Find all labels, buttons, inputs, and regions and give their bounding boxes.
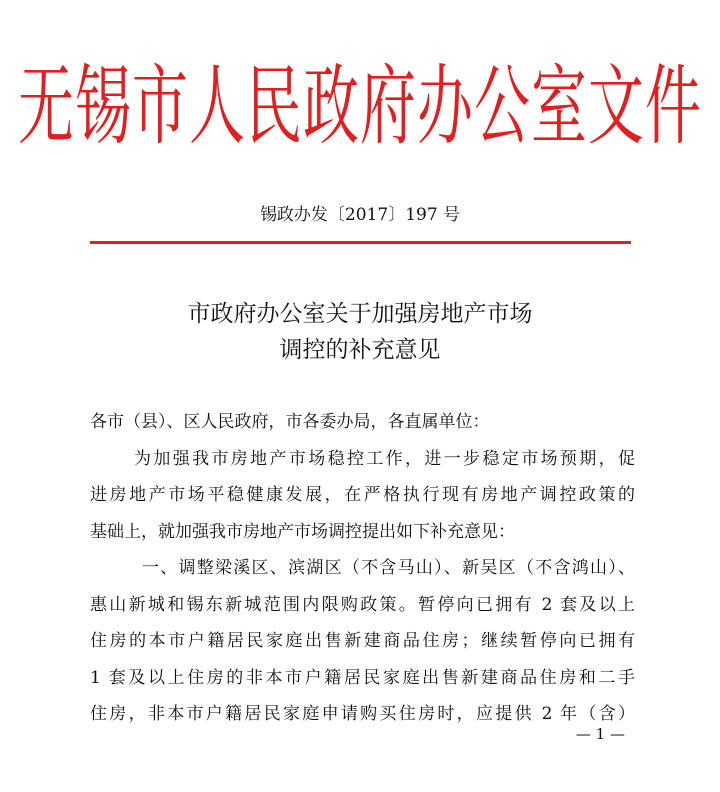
salutation-line: 各市（县）、区人民政府，市各委办局，各直属单位： (90, 412, 490, 432)
subject-line-2: 调控的补充意见 (279, 337, 441, 363)
body-line: 惠山新城和锡东新城范围内限购政策。暂停向已拥有 2 套及以上 (90, 594, 635, 615)
issuing-authority-title: 无锡市人民政府办公室文件 (18, 56, 702, 158)
body-line: 基础上，就加强我市房地产市场调控提出如下补充意见： (90, 521, 515, 542)
body-line: 住房的本市户籍居民家庭出售新建商品住房；继续暂停向已拥有 (90, 631, 635, 651)
body-line: 住房，非本市户籍居民家庭申请购买住房时，应提供 2 年（含） (90, 704, 635, 724)
body-line: 进房地产市场平稳健康发展，在严格执行现有房地产调控政策的 (90, 485, 635, 505)
page-number: — 1 — (575, 725, 625, 743)
red-separator-line (90, 241, 631, 244)
subject-line-1: 市政府办公室关于加强房地产市场 (187, 301, 533, 327)
body-line: 一、调整梁溪区、滨湖区（不含马山）、新吴区（不含鸿山）、 (142, 558, 635, 578)
document-body (90, 404, 635, 733)
document-subject (0, 296, 720, 368)
body-line: 1 套及以上住房的非本市户籍居民家庭出售新建商品住房和二手 (90, 667, 635, 688)
body-line: 为加强我市房地产市场稳控工作，进一步稳定市场预期，促 (134, 448, 635, 469)
document-number: 锡政办发〔2017〕197 号 (259, 205, 461, 225)
